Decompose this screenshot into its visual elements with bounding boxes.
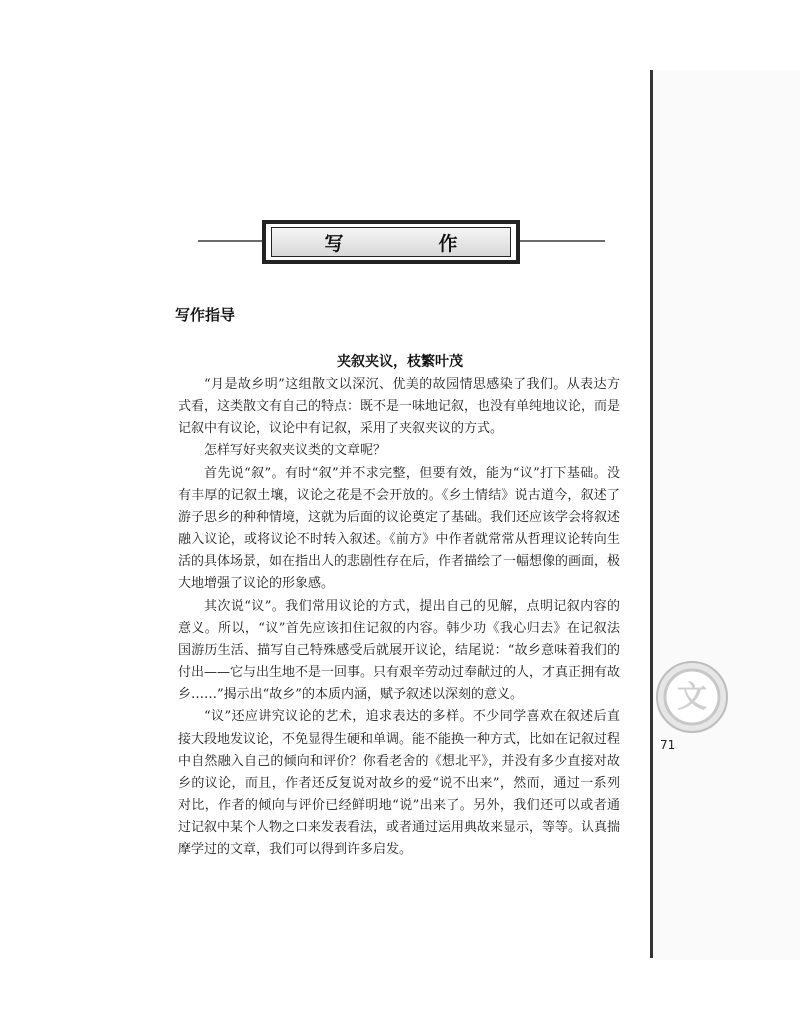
paragraph: 其次说“议”。我们常用议论的方式，提出自己的见解，点明记叙内容的意义。所以，“议”首先应该扣住记叙的内容。韩少功《我心归去》在记叙法国游历生活、描写自己特殊感受后就展开议论，结尾说：“故乡意味着我们的付出——它与出生地不是一回事。只有艰辛劳动过奉献过的人，才真正拥有故乡……”揭示出“故乡”的本质内涵，赋予叙述以深刻的意义。: [178, 598, 621, 703]
section-title: 写 作: [324, 232, 496, 255]
section-header: [262, 220, 520, 264]
subheading: 写作指导: [175, 306, 236, 324]
article-body: [178, 374, 620, 861]
emblem-glyph: 文: [677, 680, 707, 715]
wen-emblem-icon: [655, 660, 729, 734]
paragraph: 怎样写好夹叙夹议类的文章呢？: [204, 443, 387, 459]
header-rule-right: [520, 240, 605, 242]
header-rule-left: [198, 240, 262, 242]
paragraph: “议”还应讲究议论的艺术，追求表达的多样。不少同学喜欢在叙述后直接大段地发议论，不免显得生硬和单调。能不能换一种方式，比如在记叙过程中自然融入自己的倾向和评价？你看老舍的《想北平》，并没有多少直接对故乡的议论，而且，作者还反复说对故乡的爱“说不出来”，然而，通过一系列对比，作者的倾向与评价已经鲜明地“说”出来了。另外，我们还可以或者通过记叙中某个人物之口来发表看法，或者通过运用典故来显示，等等。认真揣摩学过的文章，我们可以得到许多启发。: [178, 709, 621, 858]
margin-rule: [650, 70, 653, 958]
paragraph: “月是故乡明”这组散文以深沉、优美的故园情思感染了我们。从表达方式看，这类散文有自己的特点：既不是一味地记叙，也没有单纯地议论，而是记叙中有议论，议论中有记叙，采用了夹叙夹议的方式。: [178, 377, 621, 437]
right-margin-band: [652, 70, 800, 960]
paragraph: 首先说“叙”。有时“叙”并不求完整，但要有效，能为“议”打下基础。没有丰厚的记叙土壤，议论之花是不会开放的。《乡土情结》说古道今，叙述了游子思乡的种种情境，这就为后面的议论奠定了基础。我们还应该学会将叙述融入议论，或将议论不时转入叙述。《前方》中作者就常常从哲理议论转向生活的具体场景，如在指出人的悲剧性存在后，作者描绘了一幅想像的画面，极大地增强了议论的形象感。: [178, 465, 621, 592]
article-title: 夹叙夹议，枝繁叶茂: [337, 354, 463, 370]
page-number: 71: [660, 738, 676, 752]
section-header-inner: [271, 227, 511, 257]
